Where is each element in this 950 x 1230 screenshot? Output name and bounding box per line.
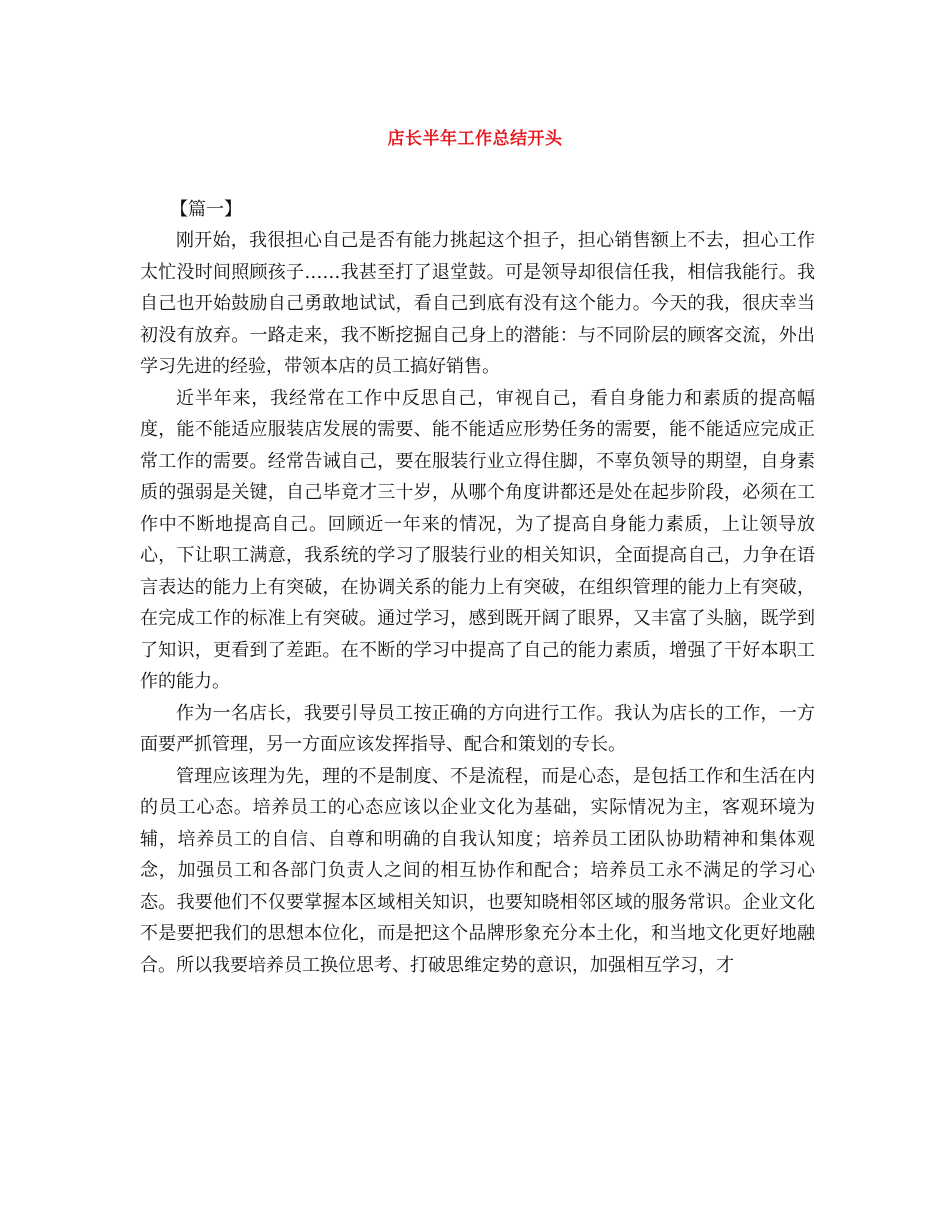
- section-label: 【篇一】: [170, 199, 242, 220]
- paragraph-2: 近半年来，我经常在工作中反思自己，审视自己，看自身能力和素质的提高幅度，能不能适应服装店发展的需要、能不能适应形势任务的需要，能不能适应完成正常工作的需要。经常告诫自己，要在服装行业立得住脚，不辜负领导的期望，自身素质的强弱是关键，自己毕竟才三十岁，从哪个角度讲都还是处在起步阶段，必须在工作中不断地提高自己。回顾近一年来的情况，为了提高自身能力素质，上让领导放心，下让职工满意，我系统的学习了服装行业的相关知识，全面提高自己，力争在语言表达的能力上有突破，在协调关系的能力上有突破，在组织管理的能力上有突破，在完成工作的标准上有突破。通过学习，感到既开阔了眼界，又丰富了头脑，既学到了知识，更看到了差距。在不断的学习中提高了自己的能力素质，增强了干好本职工作的能力。: [140, 387, 815, 692]
- document-title: 店长半年工作总结开头: [387, 129, 563, 149]
- document-body: [140, 194, 815, 981]
- paragraph-4: 管理应该理为先，理的不是制度、不是流程，而是心态，是包括工作和生活在内的员工心态。培养员工的心态应该以企业文化为基础，实际情况为主，客观环境为辅，培养员工的自信、自尊和明确的自我认知度；培养员工团队协助精神和集体观念，加强员工和各部门负责人之间的相互协作和配合；培养员工永不满足的学习心态。我要他们不仅要掌握本区域相关知识，也要知晓相邻区域的服务常识。企业文化不是要把我们的思想本位化，而是把这个品牌形象充分本土化，和当地文化更好地融合。所以我要培养员工换位思考、打破思维定势的意识，加强相互学习，才: [140, 765, 815, 976]
- paragraph-3: 作为一名店长，我要引导员工按正确的方向进行工作。我认为店长的工作，一方面要严抓管理，另一方面应该发挥指导、配合和策划的专长。: [140, 702, 815, 755]
- paragraph-1: 刚开始，我很担心自己是否有能力挑起这个担子，担心销售额上不去，担心工作太忙没时间照顾孩子……我甚至打了退堂鼓。可是领导却很信任我，相信我能行。我自己也开始鼓励自己勇敢地试试，看自己到底有没有这个能力。今天的我，很庆幸当初没有放弃。一路走来，我不断挖掘自己身上的潜能：与不同阶层的顾客交流，外出学习先进的经验，带领本店的员工搞好销售。: [140, 230, 815, 377]
